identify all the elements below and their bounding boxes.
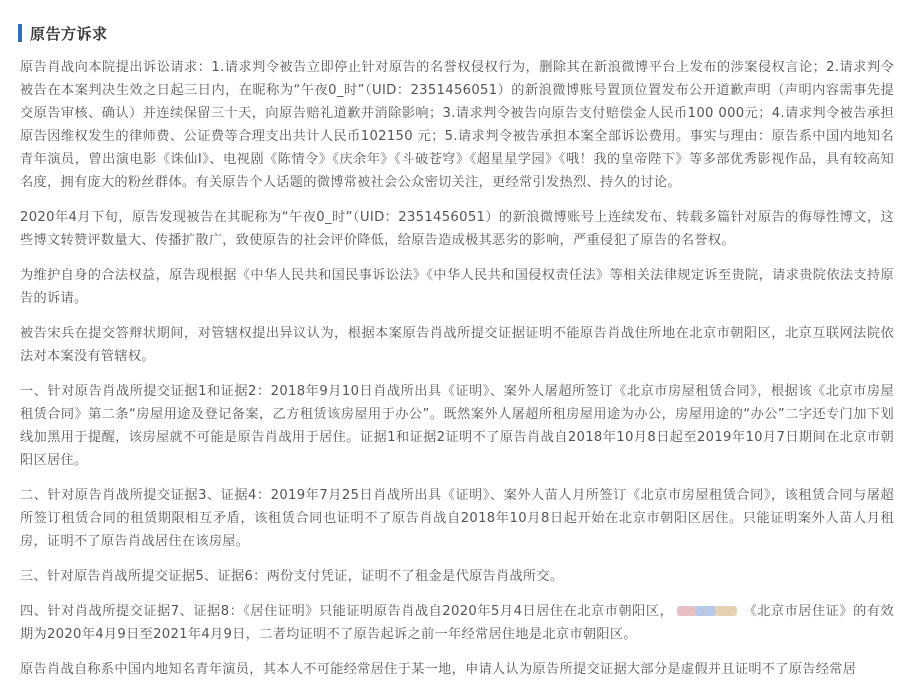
paragraph-evidence-7-8-part1: 四、针对肖战所提交证据7、证据8：《居住证明》只能证明原告肖战自2020年5月4日居住在北京市朝阳区，	[20, 604, 674, 619]
paragraph-evidence-3-4: 二、针对原告肖战所提交证据3、证据4：2019年7月25日肖战所出具《证明》、案外人苗人月所签订《北京市房屋租赁合同》，该租赁合同与屠超所签订租赁合同的租赁期限相互矛盾，该租赁合同也证明不了原告肖战自2018年10月8日起开始在北京市朝阳区居住。只能证明案外人苗人月租房，证明不了原告肖战居住在该房屋。	[20, 488, 894, 549]
paragraph-jurisdiction-objection: 被告宋兵在提交答辩状期间，对管辖权提出异议认为，根据本案原告肖战所提交证据证明不能原告肖战住所地在北京市朝阳区，北京互联网法院依法对本案没有管辖权。	[20, 326, 894, 364]
paragraph-evidence-1-2: 一、针对原告肖战所提交证据1和证据2：2018年9月10日肖战所出具《证明》、案外人屠超所签订《北京市房屋租赁合同》，根据该《北京市房屋租赁合同》第二条“房屋用途及登记备案，乙方租赁该房屋用于办公”。既然案外人屠超所租房屋用途为办公，房屋用途的“办公”二字还专门加下划线加黑用于提醒，该房屋就不可能是原告肖战用于居住。证据1和证据2证明不了原告肖战自2018年10月8日起至2019年10月7日期间在北京市朝阳区居住。	[20, 384, 894, 468]
paragraph-evidence-7-8	[20, 600, 894, 646]
paragraph-evidence-5-6: 三、针对原告肖战所提交证据5、证据6：两份支付凭证，证明不了租金是代原告肖战所交。	[20, 569, 564, 584]
paragraph-evidence-7-8-part2: 《北京市居住证》的有效期为2020年4月9日至2021年4月9日，二者均证明不了原告起诉之前一年经常居住地是北京市朝阳区。	[20, 604, 894, 642]
redacted-blur-mark	[677, 604, 739, 618]
paragraph-legal-basis: 为维护自身的合法权益，原告现根据《中华人民共和国民事诉讼法》《中华人民共和国侵权责任法》等相关法律规定诉至贵院，请求贵院依法支持原告的诉请。	[20, 268, 894, 306]
paragraph-claims: 原告肖战向本院提出诉讼请求：1.请求判令被告立即停止针对原告的名誉权侵权行为，删除其在新浪微博平台上发布的涉案侵权言论；2.请求判令被告在本案判决生效之日起三日内，在昵称为“午夜0_时”（UID：2351456051）的新浪微博账号置顶位置发布公开道歉声明（声明内容需事先提交原告审核、确认）并连续保留三十天，向原告赔礼道歉并消除影响；3.请求判令被告向原告支付赔偿金人民币100 000元；4.请求判令被告承担原告因维权发生的律师费、公证费等合理支出共计人民币102150 元；5.请求判令被告承担本案全部诉讼费用。事实与理由：原告系中国内地知名青年演员，曾出演电影《诛仙Ⅰ》、电视剧《陈情令》《庆余年》《斗破苍穹》《超星星学园》《哦！我的皇帝陛下》等多部优秀影视作品，具有较高知名度，拥有庞大的粉丝群体。有关原告个人话题的微博常被社会公众密切关注，更经常引发热烈、持久的讨论。	[20, 60, 894, 190]
section-title: 原告方诉求	[30, 24, 108, 43]
heading-accent-bar	[18, 24, 22, 42]
paragraph-facts: 2020年4月下旬，原告发现被告在其昵称为“午夜0_时”（UID：2351456051）的新浪微博账号上连续发布、转载多篇针对原告的侮辱性博文，这些博文转赞评数量大、传播扩散广，致使原告的社会评价降低，给原告造成极其恶劣的影响，严重侵犯了原告的名誉权。	[20, 210, 894, 248]
section-heading	[18, 22, 108, 44]
article-body	[20, 56, 894, 693]
paragraph-residence-argument: 原告肖战自称系中国内地知名青年演员，其本人不可能经常居住于某一地，申请人认为原告所提交证据大部分是虚假并且证明不了原告经常居	[20, 662, 857, 677]
